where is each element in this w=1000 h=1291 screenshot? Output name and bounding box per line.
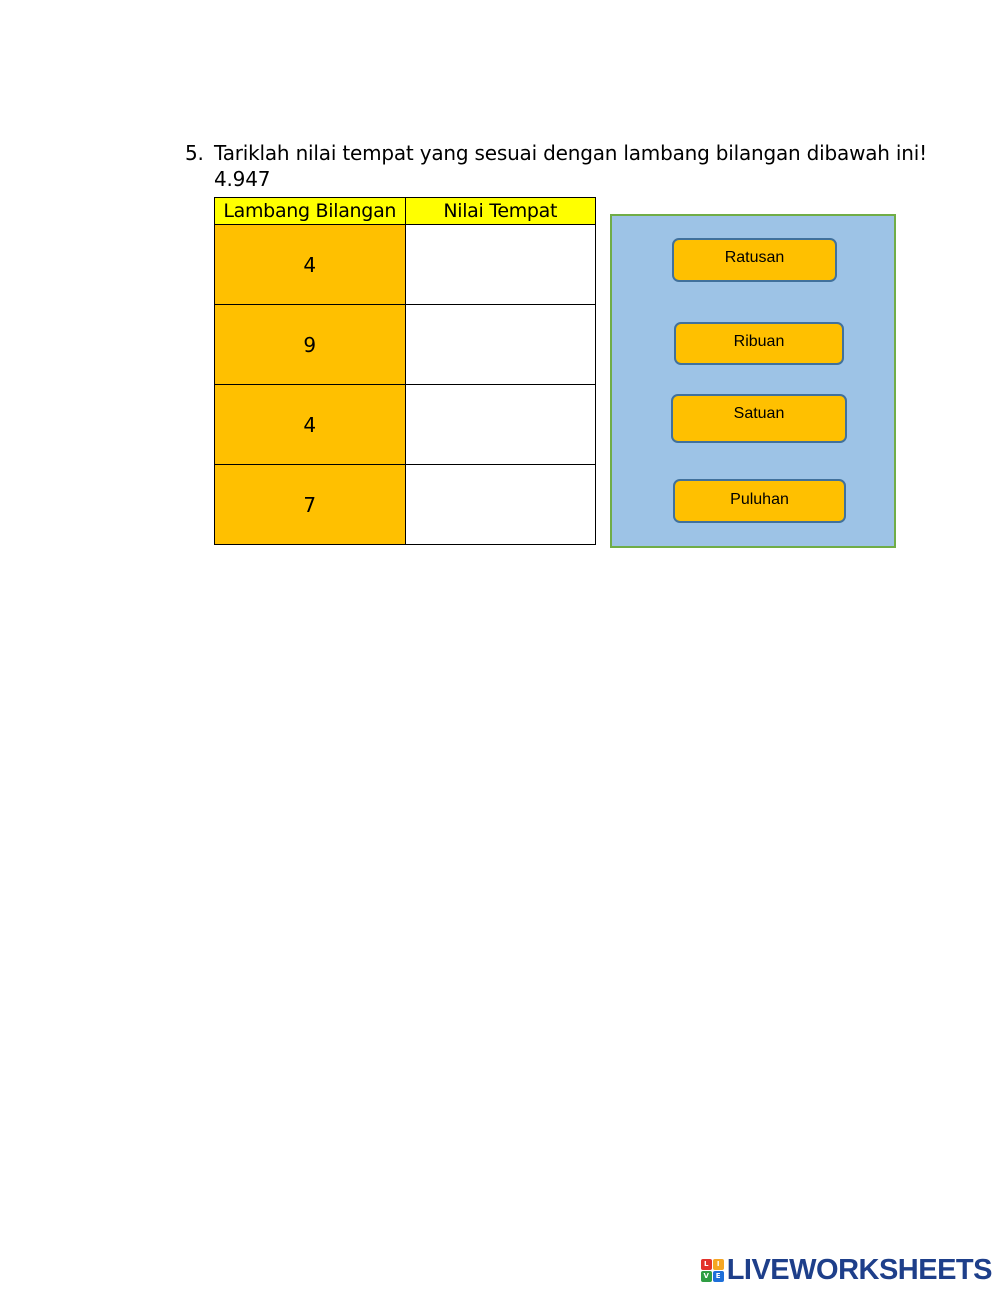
drag-option-ribuan[interactable]: Ribuan — [674, 322, 844, 365]
table-header-row — [215, 198, 596, 225]
answer-drop-zone[interactable] — [405, 225, 596, 305]
question-number-value: 4.947 — [214, 167, 271, 191]
question-block — [185, 140, 927, 192]
table-row — [215, 305, 596, 385]
digit-cell: 4 — [215, 225, 406, 305]
header-nilai-tempat: Nilai Tempat — [405, 198, 596, 225]
liveworksheets-logo — [701, 1254, 992, 1286]
answer-drop-zone[interactable] — [405, 465, 596, 545]
table-row — [215, 385, 596, 465]
word-bank-panel — [610, 214, 896, 548]
digit-cell: 9 — [215, 305, 406, 385]
logo-letter: L — [701, 1259, 712, 1270]
question-number: 5. — [185, 141, 204, 165]
drag-option-satuan[interactable]: Satuan — [671, 394, 847, 443]
drag-option-puluhan[interactable]: Puluhan — [673, 479, 846, 523]
drag-option-ratusan[interactable]: Ratusan — [672, 238, 837, 282]
logo-letter: V — [701, 1271, 712, 1282]
digit-cell: 7 — [215, 465, 406, 545]
answer-drop-zone[interactable] — [405, 385, 596, 465]
logo-letter: E — [713, 1271, 724, 1282]
logo-letter: I — [713, 1259, 724, 1270]
digit-cell: 4 — [215, 385, 406, 465]
answer-drop-zone[interactable] — [405, 305, 596, 385]
question-instruction: Tariklah nilai tempat yang sesuai dengan lambang bilangan dibawah ini! — [214, 141, 927, 165]
table-row — [215, 225, 596, 305]
header-lambang-bilangan: Lambang Bilangan — [215, 198, 406, 225]
question-instruction-line — [185, 140, 927, 166]
table-row — [215, 465, 596, 545]
live-blocks-icon — [701, 1259, 724, 1282]
logo-wordmark: LIVEWORKSHEETS — [726, 1253, 992, 1286]
place-value-table — [214, 197, 596, 545]
